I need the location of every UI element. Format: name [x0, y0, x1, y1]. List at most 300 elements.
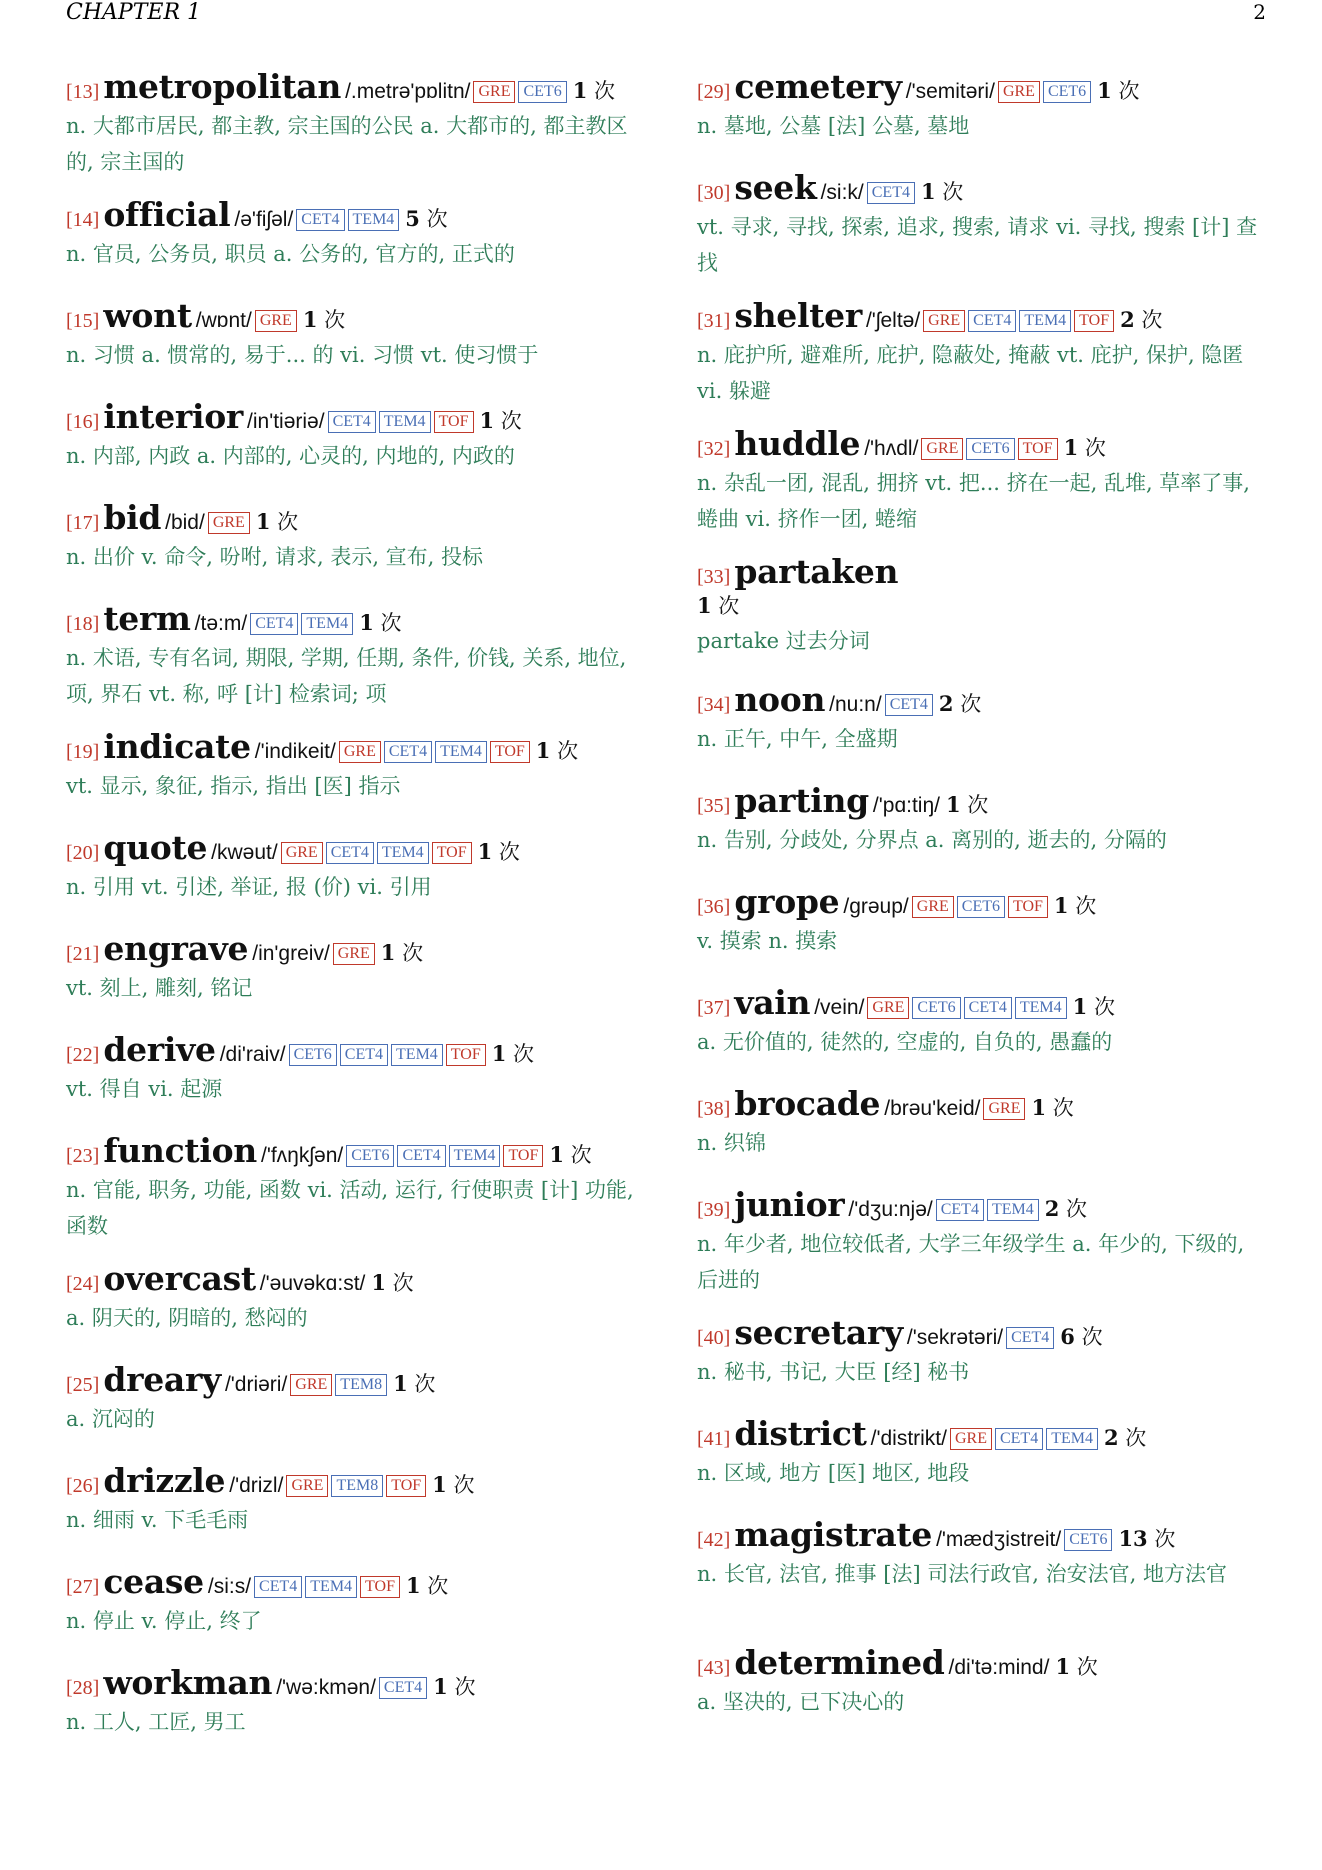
- definition: vt. 寻求, 寻找, 探索, 追求, 搜索, 请求 vi. 寻找, 搜索 [计] 查找: [697, 215, 1258, 275]
- exam-tag-gre: GRE: [912, 896, 954, 918]
- definition: n. 细雨 v. 下毛毛雨: [66, 1508, 249, 1532]
- exam-tag-gre: GRE: [950, 1428, 992, 1450]
- frequency-count: 1 次: [479, 408, 522, 433]
- entry-headline: [697, 984, 1267, 1022]
- exam-tag-cet6: CET6: [518, 81, 566, 103]
- entry-headline: [66, 600, 636, 638]
- frequency-count: 1 次: [491, 1041, 535, 1066]
- exam-tag-tem4: TEM4: [301, 613, 353, 635]
- entry-number: [22]: [66, 1044, 100, 1066]
- definition: a. 阴天的, 阴暗的, 愁闷的: [66, 1306, 308, 1330]
- vocab-entry: [697, 883, 1267, 984]
- exam-tag-tem4: TEM4: [377, 842, 429, 864]
- exam-tag-cet6: CET6: [289, 1044, 337, 1066]
- vocab-entry: [66, 196, 636, 297]
- entry-headline: [66, 829, 636, 867]
- headword: vain: [734, 983, 811, 1022]
- headword: noon: [734, 680, 826, 719]
- headword: partaken: [734, 552, 899, 591]
- pronunciation: /kwəut/: [211, 841, 278, 864]
- exam-tag-gre: GRE: [290, 1374, 332, 1396]
- entry-headline: [697, 68, 1267, 106]
- headword: indicate: [103, 727, 251, 766]
- exam-tag-cet6: CET6: [966, 438, 1014, 460]
- frequency-number: 1: [920, 179, 936, 204]
- exam-tag-tem4: TEM4: [305, 1576, 357, 1598]
- exam-tag-cet4: CET4: [885, 694, 933, 716]
- page-header: [66, 0, 1266, 30]
- exam-tag-cet6: CET6: [346, 1145, 394, 1167]
- pronunciation: /in'tiəriə/: [247, 410, 325, 433]
- definition: n. 杂乱一团, 混乱, 拥挤 vt. 把... 挤在一起, 乱堆, 草率了事, 蜷曲 vi. 挤作一团, 蜷缩: [697, 471, 1250, 531]
- pronunciation: /di'tə:mind/: [948, 1656, 1050, 1679]
- exam-tag-tem4: TEM4: [435, 741, 487, 763]
- entry-number: [23]: [66, 1145, 100, 1167]
- entry-number: [43]: [697, 1657, 731, 1679]
- exam-tag-cet4: CET4: [326, 842, 374, 864]
- frequency-number: 1: [432, 1472, 447, 1497]
- vocab-entry: [66, 1664, 636, 1765]
- definition: n. 习惯 a. 惯常的, 易于... 的 vi. 习惯 vt. 使习惯于: [66, 343, 539, 367]
- page-number: 2: [1253, 0, 1266, 24]
- exam-tag-cet4: CET4: [384, 741, 432, 763]
- exam-tag-tem4: TEM4: [348, 209, 400, 231]
- definition: n. 长官, 法官, 推事 [法] 司法行政官, 治安法官, 地方法官: [697, 1562, 1228, 1586]
- vocab-entry: [66, 829, 636, 930]
- frequency-number: 6: [1060, 1324, 1075, 1349]
- frequency-count: 1 次: [535, 738, 579, 763]
- pronunciation: /'sekrətəri/: [906, 1326, 1004, 1349]
- vocab-entry: [697, 68, 1267, 169]
- definition: n. 大都市居民, 都主教, 宗主国的公民 a. 大都市的, 都主教区的, 宗主国的: [66, 114, 628, 174]
- definition: n. 庇护所, 避难所, 庇护, 隐蔽处, 掩蔽 vt. 庇护, 保护, 隐匿 vi. 躲避: [697, 343, 1244, 403]
- vocab-entry: [697, 1186, 1267, 1314]
- headword: term: [103, 599, 191, 638]
- exam-tag-cet4: CET4: [867, 182, 915, 204]
- definition: n. 术语, 专有名词, 期限, 学期, 任期, 条件, 价钱, 关系, 地位, 项, 界石 vt. 称, 呼 [计] 检索词; 项: [66, 646, 627, 706]
- entry-headline: [697, 1085, 1267, 1123]
- definition: n. 正午, 中午, 全盛期: [697, 727, 898, 751]
- definition: n. 官能, 职务, 功能, 函数 vi. 活动, 运行, 行使职责 [计] 功能, 函数: [66, 1178, 634, 1238]
- entry-headline: [697, 681, 1267, 719]
- entry-headline: [66, 1563, 636, 1601]
- entry-headline: [697, 1415, 1267, 1453]
- frequency-number: 1: [433, 1674, 448, 1699]
- entry-number: [36]: [697, 896, 731, 918]
- frequency-count: 1 次: [1031, 1095, 1074, 1120]
- frequency-count: 1 次: [697, 593, 740, 618]
- frequency-count: 1 次: [1063, 435, 1106, 460]
- entry-number: [19]: [66, 741, 100, 763]
- headword: derive: [103, 1030, 216, 1069]
- definition: v. 摸索 n. 摸索: [697, 929, 838, 953]
- exam-tag-gre: GRE: [473, 81, 515, 103]
- pronunciation: /'hʌdl/: [864, 437, 919, 460]
- definition: n. 出价 v. 命令, 吩咐, 请求, 表示, 宣布, 投标: [66, 545, 484, 569]
- vocab-entry: [66, 1031, 636, 1132]
- left-column: [66, 68, 636, 1765]
- definition: a. 沉闷的: [66, 1407, 155, 1431]
- exam-tag-tem8: TEM8: [335, 1374, 387, 1396]
- definition: n. 内部, 内政 a. 内部的, 心灵的, 内地的, 内政的: [66, 444, 515, 468]
- pronunciation: /di'raiv/: [219, 1043, 286, 1066]
- entry-headline: [66, 728, 636, 766]
- headword: parting: [734, 781, 869, 820]
- definition: n. 引用 vt. 引述, 举证, 报 (价) vi. 引用: [66, 875, 432, 899]
- entry-number: [27]: [66, 1576, 100, 1598]
- headword: official: [103, 195, 231, 234]
- frequency-count: 1 次: [255, 509, 299, 534]
- vocab-entry: [697, 553, 1267, 681]
- right-column: [697, 68, 1267, 1745]
- frequency-number: 1: [359, 610, 374, 635]
- frequency-number: 5: [405, 206, 420, 231]
- pronunciation: /'dʒu:njə/: [848, 1198, 933, 1221]
- frequency-number: 1: [393, 1371, 408, 1396]
- frequency-count: 1 次: [1072, 994, 1115, 1019]
- vocab-entry: [66, 1361, 636, 1462]
- frequency-number: 1: [479, 408, 495, 433]
- entry-headline: [66, 1361, 636, 1399]
- exam-tag-gre: GRE: [208, 512, 250, 534]
- pronunciation: /'pɑ:tiŋ/: [872, 794, 940, 817]
- frequency-number: 1: [1097, 78, 1112, 103]
- frequency-number: 1: [1055, 1654, 1071, 1679]
- exam-tag-tof: TOF: [1008, 896, 1048, 918]
- definition: n. 织锦: [697, 1131, 766, 1155]
- frequency-count: 1 次: [549, 1142, 592, 1167]
- definition: partake 过去分词: [697, 629, 870, 653]
- entry-headline: [697, 425, 1267, 463]
- entry-number: [21]: [66, 943, 100, 965]
- entry-number: [37]: [697, 997, 731, 1019]
- chapter-title: CHAPTER 1: [66, 0, 201, 25]
- entry-number: [41]: [697, 1428, 731, 1450]
- exam-tag-tem4: TEM4: [1019, 310, 1071, 332]
- frequency-count: 1 次: [477, 839, 520, 864]
- frequency-count: 1 次: [432, 1472, 475, 1497]
- frequency-count: 1 次: [1055, 1654, 1098, 1679]
- vocab-entry: [66, 1132, 636, 1260]
- exam-tag-cet6: CET6: [1043, 81, 1091, 103]
- exam-tag-tem8: TEM8: [331, 1475, 383, 1497]
- frequency-count: 1 次: [405, 1573, 449, 1598]
- headword: drizzle: [103, 1461, 226, 1500]
- definition: n. 秘书, 书记, 大臣 [经] 秘书: [697, 1360, 970, 1384]
- headword: brocade: [734, 1084, 881, 1123]
- exam-tag-gre: GRE: [339, 741, 381, 763]
- exam-tag-tem4: TEM4: [449, 1145, 501, 1167]
- definition: a. 坚决的, 已下决心的: [697, 1690, 905, 1714]
- pronunciation: /nu:n/: [829, 693, 882, 716]
- frequency-count: 2 次: [938, 691, 982, 716]
- frequency-line: [697, 591, 1267, 621]
- exam-tag-tem4: TEM4: [379, 411, 431, 433]
- definition: vt. 显示, 象征, 指示, 指出 [医] 指示: [66, 774, 401, 798]
- frequency-count: 2 次: [1120, 307, 1163, 332]
- entry-number: [16]: [66, 411, 100, 433]
- entry-number: [17]: [66, 512, 100, 534]
- pronunciation: /si:s/: [207, 1575, 252, 1598]
- headword: cease: [103, 1562, 204, 1601]
- frequency-number: 1: [255, 509, 271, 534]
- frequency-number: 1: [945, 792, 961, 817]
- entry-headline: [66, 1664, 636, 1702]
- exam-tag-cet4: CET4: [964, 997, 1012, 1019]
- exam-tag-tem4: TEM4: [391, 1044, 443, 1066]
- exam-tag-cet4: CET4: [250, 613, 298, 635]
- exam-tag-tem4: TEM4: [987, 1199, 1039, 1221]
- entry-headline: [697, 553, 1267, 591]
- exam-tag-cet6: CET6: [1064, 1529, 1112, 1551]
- entry-headline: [697, 782, 1267, 820]
- entry-headline: [697, 1644, 1267, 1682]
- entry-number: [18]: [66, 613, 100, 635]
- frequency-count: 1 次: [1053, 893, 1097, 918]
- exam-tag-gre: GRE: [998, 81, 1040, 103]
- frequency-count: 1 次: [302, 307, 346, 332]
- exam-tag-cet4: CET4: [340, 1044, 388, 1066]
- entry-number: [20]: [66, 842, 100, 864]
- frequency-number: 1: [1063, 435, 1079, 460]
- frequency-number: 1: [371, 1270, 386, 1295]
- frequency-number: 1: [1031, 1095, 1047, 1120]
- entry-number: [15]: [66, 310, 100, 332]
- headword: dreary: [103, 1360, 221, 1399]
- vocab-entry: [66, 1563, 636, 1664]
- vocab-entry: [697, 681, 1267, 782]
- definition: n. 区域, 地方 [医] 地区, 地段: [697, 1461, 970, 1485]
- frequency-number: 1: [405, 1573, 421, 1598]
- entry-number: [32]: [697, 438, 731, 460]
- frequency-count: 5 次: [405, 206, 448, 231]
- entry-headline: [697, 169, 1267, 207]
- frequency-count: 1 次: [572, 78, 615, 103]
- exam-tag-cet4: CET4: [936, 1199, 984, 1221]
- vocab-entry: [66, 499, 636, 600]
- exam-tag-gre: GRE: [983, 1098, 1025, 1120]
- definition: n. 告别, 分歧处, 分界点 a. 离别的, 逝去的, 分隔的: [697, 828, 1167, 852]
- vocab-entry: [697, 425, 1267, 553]
- pronunciation: /si:k/: [820, 181, 864, 204]
- headword: metropolitan: [103, 67, 342, 106]
- exam-tag-tof: TOF: [503, 1145, 543, 1167]
- frequency-count: 13 次: [1118, 1526, 1176, 1551]
- pronunciation: /'driəri/: [224, 1373, 288, 1396]
- headword: engrave: [103, 929, 249, 968]
- exam-tag-cet4: CET4: [397, 1145, 445, 1167]
- pronunciation: /'indikeit/: [254, 740, 336, 763]
- entry-headline: [697, 1186, 1267, 1224]
- entry-number: [38]: [697, 1098, 731, 1120]
- frequency-count: 1 次: [359, 610, 402, 635]
- vocab-entry: [697, 782, 1267, 883]
- pronunciation: /'distrikt/: [870, 1427, 947, 1450]
- headword: shelter: [734, 296, 862, 335]
- pronunciation: /vein/: [814, 996, 865, 1019]
- frequency-count: 1 次: [393, 1371, 436, 1396]
- pronunciation: /'drizl/: [229, 1474, 284, 1497]
- frequency-number: 2: [938, 691, 954, 716]
- headword: secretary: [734, 1313, 903, 1352]
- frequency-number: 2: [1103, 1425, 1119, 1450]
- exam-tag-tof: TOF: [360, 1576, 400, 1598]
- entry-number: [42]: [697, 1529, 731, 1551]
- pronunciation: /tə:m/: [194, 612, 248, 635]
- frequency-number: 2: [1044, 1196, 1060, 1221]
- entry-headline: [66, 196, 636, 234]
- frequency-number: 1: [549, 1142, 564, 1167]
- frequency-count: 1 次: [371, 1270, 414, 1295]
- entry-number: [28]: [66, 1677, 100, 1699]
- definition: n. 停止 v. 停止, 终了: [66, 1609, 262, 1633]
- entry-headline: [697, 883, 1267, 921]
- exam-tag-gre: GRE: [923, 310, 965, 332]
- entry-headline: [66, 499, 636, 537]
- exam-tag-tof: TOF: [490, 741, 530, 763]
- headword: overcast: [103, 1259, 256, 1298]
- headword: determined: [734, 1643, 945, 1682]
- headword: grope: [734, 882, 840, 921]
- definition: n. 墓地, 公墓 [法] 公墓, 墓地: [697, 114, 970, 138]
- headword: function: [103, 1131, 257, 1170]
- exam-tag-cet6: CET6: [912, 997, 960, 1019]
- frequency-number: 1: [491, 1041, 507, 1066]
- exam-tag-tof: TOF: [434, 411, 474, 433]
- exam-tag-tem4: TEM4: [1015, 997, 1067, 1019]
- headword: seek: [734, 168, 817, 207]
- headword: quote: [103, 828, 208, 867]
- exam-tag-tof: TOF: [386, 1475, 426, 1497]
- entry-number: [34]: [697, 694, 731, 716]
- entry-number: [31]: [697, 310, 731, 332]
- definition: n. 工人, 工匠, 男工: [66, 1710, 246, 1734]
- frequency-number: 1: [572, 78, 588, 103]
- vocab-entry: [66, 728, 636, 829]
- vocab-entry: [697, 297, 1267, 425]
- frequency-count: 1 次: [1097, 78, 1140, 103]
- vocab-entry: [66, 1260, 636, 1361]
- entry-number: [24]: [66, 1273, 100, 1295]
- headword: district: [734, 1414, 867, 1453]
- entry-headline: [66, 297, 636, 335]
- pronunciation: /ə'fiʃəl/: [234, 208, 294, 231]
- entry-headline: [66, 930, 636, 968]
- headword: wont: [103, 296, 192, 335]
- pronunciation: /grəup/: [843, 895, 909, 918]
- pronunciation: /'fʌŋkʃən/: [261, 1144, 344, 1167]
- frequency-count: 1 次: [945, 792, 989, 817]
- pronunciation: /'wə:kmən/: [276, 1676, 376, 1699]
- entry-headline: [66, 398, 636, 436]
- exam-tag-cet4: CET4: [296, 209, 344, 231]
- entry-headline: [697, 1516, 1267, 1554]
- vocab-entry: [66, 297, 636, 398]
- headword: huddle: [734, 424, 861, 463]
- entry-headline: [66, 1462, 636, 1500]
- pronunciation: /brəu'keid/: [884, 1097, 981, 1120]
- exam-tag-cet4: CET4: [379, 1677, 427, 1699]
- vocab-entry: [697, 169, 1267, 297]
- exam-tag-cet4: CET4: [1006, 1327, 1054, 1349]
- frequency-number: 1: [1072, 994, 1088, 1019]
- exam-tag-gre: GRE: [281, 842, 323, 864]
- pronunciation: /.metrə'pɒlitn/: [345, 80, 471, 103]
- entry-number: [13]: [66, 81, 100, 103]
- headword: magistrate: [734, 1515, 933, 1554]
- vocab-entry: [697, 1085, 1267, 1186]
- entry-headline: [697, 297, 1267, 335]
- vocab-entry: [66, 930, 636, 1031]
- pronunciation: /'mædʒistreit/: [936, 1528, 1062, 1551]
- vocab-entry: [697, 984, 1267, 1085]
- entry-number: [26]: [66, 1475, 100, 1497]
- pronunciation: /in'greiv/: [252, 942, 330, 965]
- exam-tag-cet4: CET4: [995, 1428, 1043, 1450]
- pronunciation: /'ʃeltə/: [865, 309, 921, 332]
- frequency-number: 1: [380, 940, 396, 965]
- vocab-entry: [697, 1644, 1267, 1745]
- headword: bid: [103, 498, 162, 537]
- frequency-number: 1: [697, 593, 712, 618]
- pronunciation: /bid/: [165, 511, 205, 534]
- frequency-number: 13: [1118, 1526, 1148, 1551]
- exam-tag-gre: GRE: [255, 310, 297, 332]
- vocab-entry: [66, 600, 636, 728]
- entry-headline: [66, 1031, 636, 1069]
- frequency-count: 2 次: [1103, 1425, 1147, 1450]
- headword: junior: [734, 1185, 845, 1224]
- exam-tag-gre: GRE: [867, 997, 909, 1019]
- exam-tag-cet4: CET4: [254, 1576, 302, 1598]
- exam-tag-tof: TOF: [1018, 438, 1058, 460]
- definition: n. 官员, 公务员, 职员 a. 公务的, 官方的, 正式的: [66, 242, 515, 266]
- definition: a. 无价值的, 徒然的, 空虚的, 自负的, 愚蠢的: [697, 1030, 1113, 1054]
- entry-number: [40]: [697, 1327, 731, 1349]
- entry-number: [29]: [697, 81, 731, 103]
- entry-number: [30]: [697, 182, 731, 204]
- entry-number: [14]: [66, 209, 100, 231]
- vocab-entry: [66, 1462, 636, 1563]
- pronunciation: /'əuvəkɑ:st/: [259, 1272, 366, 1295]
- entry-headline: [66, 1132, 636, 1170]
- entry-headline: [66, 68, 636, 106]
- entry-headline: [697, 1314, 1267, 1352]
- exam-tag-cet4: CET4: [968, 310, 1016, 332]
- exam-tag-tof: TOF: [1074, 310, 1114, 332]
- pronunciation: /wɒnt/: [195, 309, 252, 332]
- entry-number: [33]: [697, 566, 731, 588]
- frequency-number: 1: [1053, 893, 1069, 918]
- definition: n. 年少者, 地位较低者, 大学三年级学生 a. 年少的, 下级的, 后进的: [697, 1232, 1245, 1292]
- frequency-number: 1: [302, 307, 318, 332]
- entry-number: [35]: [697, 795, 731, 817]
- exam-tag-tof: TOF: [432, 842, 472, 864]
- frequency-count: 6 次: [1060, 1324, 1103, 1349]
- headword: workman: [103, 1663, 273, 1702]
- vocab-entry: [697, 1314, 1267, 1415]
- vocab-entry: [66, 68, 636, 196]
- frequency-count: 2 次: [1044, 1196, 1088, 1221]
- pronunciation: /'semitəri/: [905, 80, 995, 103]
- vocab-entry: [697, 1415, 1267, 1516]
- entry-number: [25]: [66, 1374, 100, 1396]
- frequency-number: 1: [477, 839, 493, 864]
- exam-tag-cet6: CET6: [957, 896, 1005, 918]
- vocab-entry: [66, 398, 636, 499]
- exam-tag-tof: TOF: [446, 1044, 486, 1066]
- exam-tag-gre: GRE: [921, 438, 963, 460]
